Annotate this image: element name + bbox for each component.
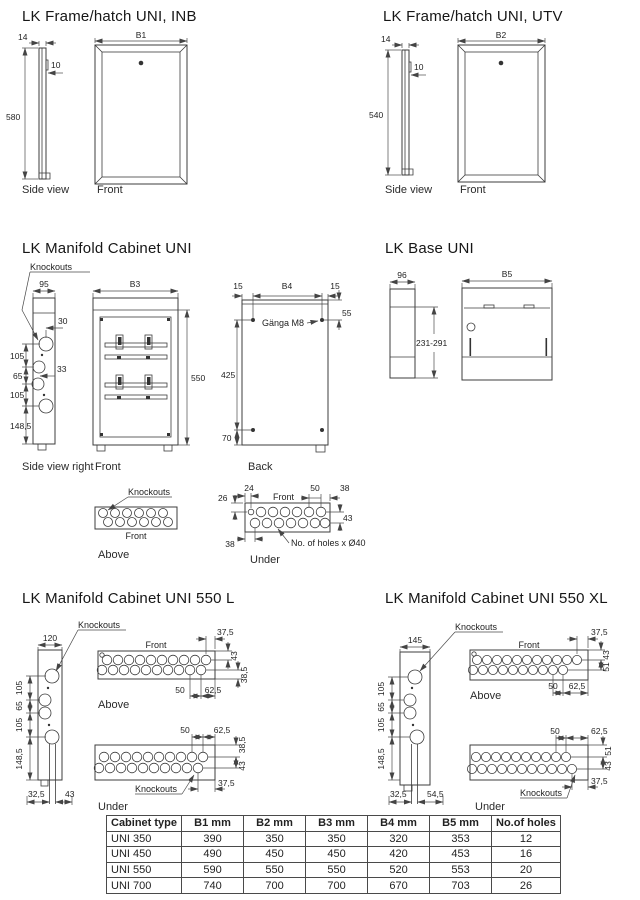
svg-text:120: 120 (42, 633, 58, 643)
xl-under-dim-43 (577, 757, 613, 771)
xl-under-dim-375 (562, 774, 608, 790)
cell: 450 (306, 847, 368, 863)
l-under-label: Under (98, 801, 128, 813)
svg-text:24: 24 (244, 483, 254, 493)
xl-under-knockouts (520, 775, 575, 798)
svg-text:14: 14 (18, 32, 28, 42)
l-side-view (38, 650, 62, 804)
header-cell: B1 mm (182, 816, 244, 832)
section-title-inb: LK Frame/hatch UNI, INB (22, 8, 197, 25)
inb-front-view (95, 45, 187, 184)
xl-side-dim-chain (376, 677, 410, 780)
svg-text:105: 105 (10, 351, 25, 361)
svg-text:50: 50 (550, 726, 560, 736)
svg-text:Knockouts: Knockouts (30, 262, 73, 272)
svg-text:38,5: 38,5 (237, 736, 247, 754)
cell: 16 (492, 847, 561, 863)
cab-under-dim-24 (237, 483, 259, 508)
cell: 420 (368, 847, 430, 863)
svg-text:32,5: 32,5 (390, 789, 407, 799)
table-row (107, 831, 561, 847)
svg-text:105: 105 (376, 681, 386, 697)
svg-text:43: 43 (229, 651, 239, 661)
svg-text:37,5: 37,5 (591, 776, 608, 786)
svg-text:Front: Front (145, 640, 167, 650)
cell: 520 (368, 862, 430, 878)
svg-text:38: 38 (340, 483, 350, 493)
svg-text:50: 50 (310, 483, 320, 493)
svg-text:43: 43 (237, 761, 247, 771)
svg-text:540: 540 (369, 110, 384, 120)
manifold-bracket-lower (105, 375, 167, 399)
cab-under-dim-26 (218, 493, 247, 520)
svg-text:50: 50 (180, 725, 190, 735)
cell: 453 (430, 847, 492, 863)
cell: 590 (182, 862, 244, 878)
svg-text:51: 51 (601, 662, 611, 672)
cab-dim-425 (221, 320, 251, 430)
cab-front-label: Front (95, 461, 121, 473)
table-row (107, 847, 561, 863)
svg-text:43: 43 (65, 789, 75, 799)
header-cell: Cabinet type (107, 816, 182, 832)
svg-text:No. of holes x Ø40: No. of holes x Ø40 (291, 538, 366, 548)
cab-above-view (95, 487, 177, 561)
inb-dim-10 (48, 60, 63, 73)
cell: UNI 550 (107, 862, 182, 878)
cab-side-dim-chain (10, 344, 40, 444)
section-title-cabinet: LK Manifold Cabinet UNI (22, 240, 192, 257)
cell: 700 (306, 878, 368, 894)
svg-text:B1: B1 (135, 30, 147, 40)
cabinet-550l-drawing (10, 608, 345, 818)
svg-text:15: 15 (330, 281, 340, 291)
section-title-550l: LK Manifold Cabinet UNI 550 L (22, 590, 235, 607)
svg-text:Knockouts: Knockouts (455, 622, 498, 632)
svg-text:B4: B4 (281, 281, 293, 291)
svg-text:50: 50 (175, 685, 185, 695)
svg-text:105: 105 (10, 390, 25, 400)
svg-text:148,5: 148,5 (10, 421, 32, 431)
svg-text:Front: Front (125, 531, 147, 541)
svg-text:65: 65 (13, 371, 23, 381)
cell: 320 (368, 831, 430, 847)
svg-text:70: 70 (222, 433, 232, 443)
l-under-dim-375 (188, 773, 235, 792)
svg-text:95: 95 (39, 279, 49, 289)
svg-text:32,5: 32,5 (28, 789, 45, 799)
cab-under-dim-38b (225, 528, 263, 549)
svg-text:231-291: 231-291 (416, 338, 448, 348)
svg-text:51: 51 (603, 746, 613, 756)
xl-above-label: Above (470, 690, 502, 702)
cell: 12 (492, 831, 561, 847)
cell: 703 (430, 878, 492, 894)
l-bottom-dims (27, 789, 75, 805)
cell: 553 (430, 862, 492, 878)
base-dim-96 (390, 270, 415, 289)
cab-dim-550 (178, 310, 205, 445)
svg-text:Knockouts: Knockouts (128, 487, 171, 497)
cell: 450 (244, 847, 306, 863)
xl-side-view (400, 652, 430, 804)
svg-text:96: 96 (397, 270, 407, 280)
header-cell: No.of holes (492, 816, 561, 832)
svg-text:37,5: 37,5 (218, 778, 235, 788)
cell: UNI 450 (107, 847, 182, 863)
utv-front-label: Front (460, 184, 486, 196)
utv-side-label: Side view (385, 184, 433, 196)
xl-above-dim-51 (568, 660, 611, 672)
svg-text:580: 580 (6, 112, 21, 122)
base-side-view (390, 289, 415, 378)
l-under-dim-43 (203, 757, 247, 771)
cell: 350 (306, 831, 368, 847)
svg-text:33: 33 (57, 364, 67, 374)
cab-under-label: Under (250, 554, 280, 566)
xl-bottom-dims (389, 789, 444, 805)
lock-dot (139, 61, 144, 66)
svg-text:54,5: 54,5 (427, 789, 444, 799)
cell: 490 (182, 847, 244, 863)
svg-text:50: 50 (548, 681, 558, 691)
cab-dim-30 (46, 316, 68, 338)
cabinet-spec-table (106, 815, 561, 894)
inb-side-view (39, 48, 50, 179)
svg-text:105: 105 (14, 717, 24, 733)
xl-under-dim-50-625 (550, 726, 608, 752)
header-cell: B3 mm (306, 816, 368, 832)
xl-under-view (467, 726, 613, 813)
svg-text:550: 550 (191, 373, 206, 383)
l-above-dim-385 (206, 661, 249, 688)
cab-back-label: Back (248, 461, 273, 473)
header-cell: B2 mm (244, 816, 306, 832)
utv-dim-540 (369, 50, 401, 175)
table-header-row (107, 816, 561, 832)
cab-dim-95 (33, 279, 55, 298)
svg-text:B5: B5 (501, 269, 513, 279)
utv-dim-14 (381, 34, 419, 48)
svg-text:62,5: 62,5 (568, 681, 586, 691)
svg-text:62,5: 62,5 (204, 685, 222, 695)
manifold-bracket-upper (105, 335, 167, 359)
cab-side-label: Side view right (22, 461, 94, 473)
xl-knockouts-callout (420, 622, 503, 671)
svg-text:62,5: 62,5 (213, 725, 231, 735)
svg-text:105: 105 (14, 680, 24, 696)
svg-text:148,5: 148,5 (376, 748, 386, 770)
base-dim-range (415, 307, 447, 378)
svg-text:Knockouts: Knockouts (78, 620, 121, 630)
cab-thread-callout (262, 318, 318, 328)
cell: 390 (182, 831, 244, 847)
svg-text:Knockouts: Knockouts (135, 784, 178, 794)
header-cell: B5 mm (430, 816, 492, 832)
cell: 350 (244, 831, 306, 847)
inb-drawing (5, 32, 205, 204)
l-dim-120 (38, 633, 62, 652)
l-above-label: Above (98, 699, 130, 711)
svg-text:37,5: 37,5 (217, 627, 234, 637)
cab-dim-b3 (93, 279, 178, 298)
svg-text:B3: B3 (129, 279, 141, 289)
svg-text:105: 105 (376, 717, 386, 733)
table-row (107, 878, 561, 894)
l-under-knockouts (135, 775, 194, 794)
l-side-dim-chain (14, 676, 46, 780)
svg-text:Front: Front (273, 492, 295, 502)
inb-dim-14 (18, 32, 56, 46)
svg-text:62,5: 62,5 (591, 726, 608, 736)
xl-above-view (468, 627, 611, 702)
xl-dim-145 (400, 635, 430, 654)
section-title-550xl: LK Manifold Cabinet UNI 550 XL (385, 590, 608, 607)
lock-dot (499, 61, 504, 66)
utv-side-view (402, 50, 413, 175)
svg-text:145: 145 (407, 635, 423, 645)
cell: UNI 350 (107, 831, 182, 847)
utv-drawing (368, 32, 568, 204)
svg-text:14: 14 (381, 34, 391, 44)
svg-text:43: 43 (601, 650, 611, 660)
svg-text:37,5: 37,5 (591, 627, 608, 637)
inb-dim-580 (6, 48, 38, 179)
cell: 353 (430, 831, 492, 847)
cell: 550 (244, 862, 306, 878)
inb-side-label: Side view (22, 184, 70, 196)
cell: 550 (306, 862, 368, 878)
svg-text:425: 425 (221, 370, 236, 380)
utv-dim-10 (411, 62, 426, 75)
section-title-utv: LK Frame/hatch UNI, UTV (383, 8, 563, 25)
cabinet-550xl-drawing (355, 608, 640, 818)
cell: UNI 700 (107, 878, 182, 894)
cell: 20 (492, 862, 561, 878)
svg-text:38: 38 (225, 539, 235, 549)
l-under-dim-50-625 (180, 725, 230, 752)
inb-front-label: Front (97, 184, 123, 196)
svg-text:26: 26 (218, 493, 228, 503)
svg-text:65: 65 (14, 701, 24, 711)
cab-dim-70 (222, 430, 242, 445)
cell: 740 (182, 878, 244, 894)
cell: 670 (368, 878, 430, 894)
cab-side-view (32, 298, 55, 450)
cab-under-view (218, 483, 366, 566)
svg-text:38,5: 38,5 (239, 666, 249, 684)
svg-text:15: 15 (233, 281, 243, 291)
l-knockouts-callout (56, 620, 126, 671)
svg-text:43: 43 (603, 761, 613, 771)
svg-text:B2: B2 (495, 30, 507, 40)
svg-text:43: 43 (343, 513, 353, 523)
xl-under-label: Under (475, 801, 505, 813)
table-row (107, 862, 561, 878)
inb-dim-b1 (95, 30, 187, 43)
svg-text:10: 10 (414, 62, 424, 72)
header-cell: B4 mm (368, 816, 430, 832)
utv-dim-b2 (458, 30, 545, 43)
svg-text:30: 30 (58, 316, 68, 326)
xl-above-dim-50-625 (548, 675, 588, 696)
l-under-view (94, 725, 247, 813)
cab-above-label: Above (98, 549, 130, 561)
l-above-view (97, 627, 249, 711)
cabinet-uni-drawing (10, 258, 370, 570)
svg-text:55: 55 (342, 308, 352, 318)
svg-text:148,5: 148,5 (14, 748, 24, 770)
svg-text:Front: Front (518, 640, 540, 650)
svg-text:Gänga M8: Gänga M8 (262, 318, 305, 328)
cell: 26 (492, 878, 561, 894)
cab-front-view (93, 298, 178, 451)
section-title-base: LK Base UNI (385, 240, 474, 257)
utv-front-view (458, 45, 545, 182)
svg-text:65: 65 (376, 702, 386, 712)
base-dim-b5 (462, 269, 552, 288)
cell: 700 (244, 878, 306, 894)
base-front-view (462, 288, 552, 380)
base-uni-drawing (380, 268, 575, 393)
svg-text:10: 10 (51, 60, 61, 70)
svg-text:Knockouts: Knockouts (520, 788, 563, 798)
